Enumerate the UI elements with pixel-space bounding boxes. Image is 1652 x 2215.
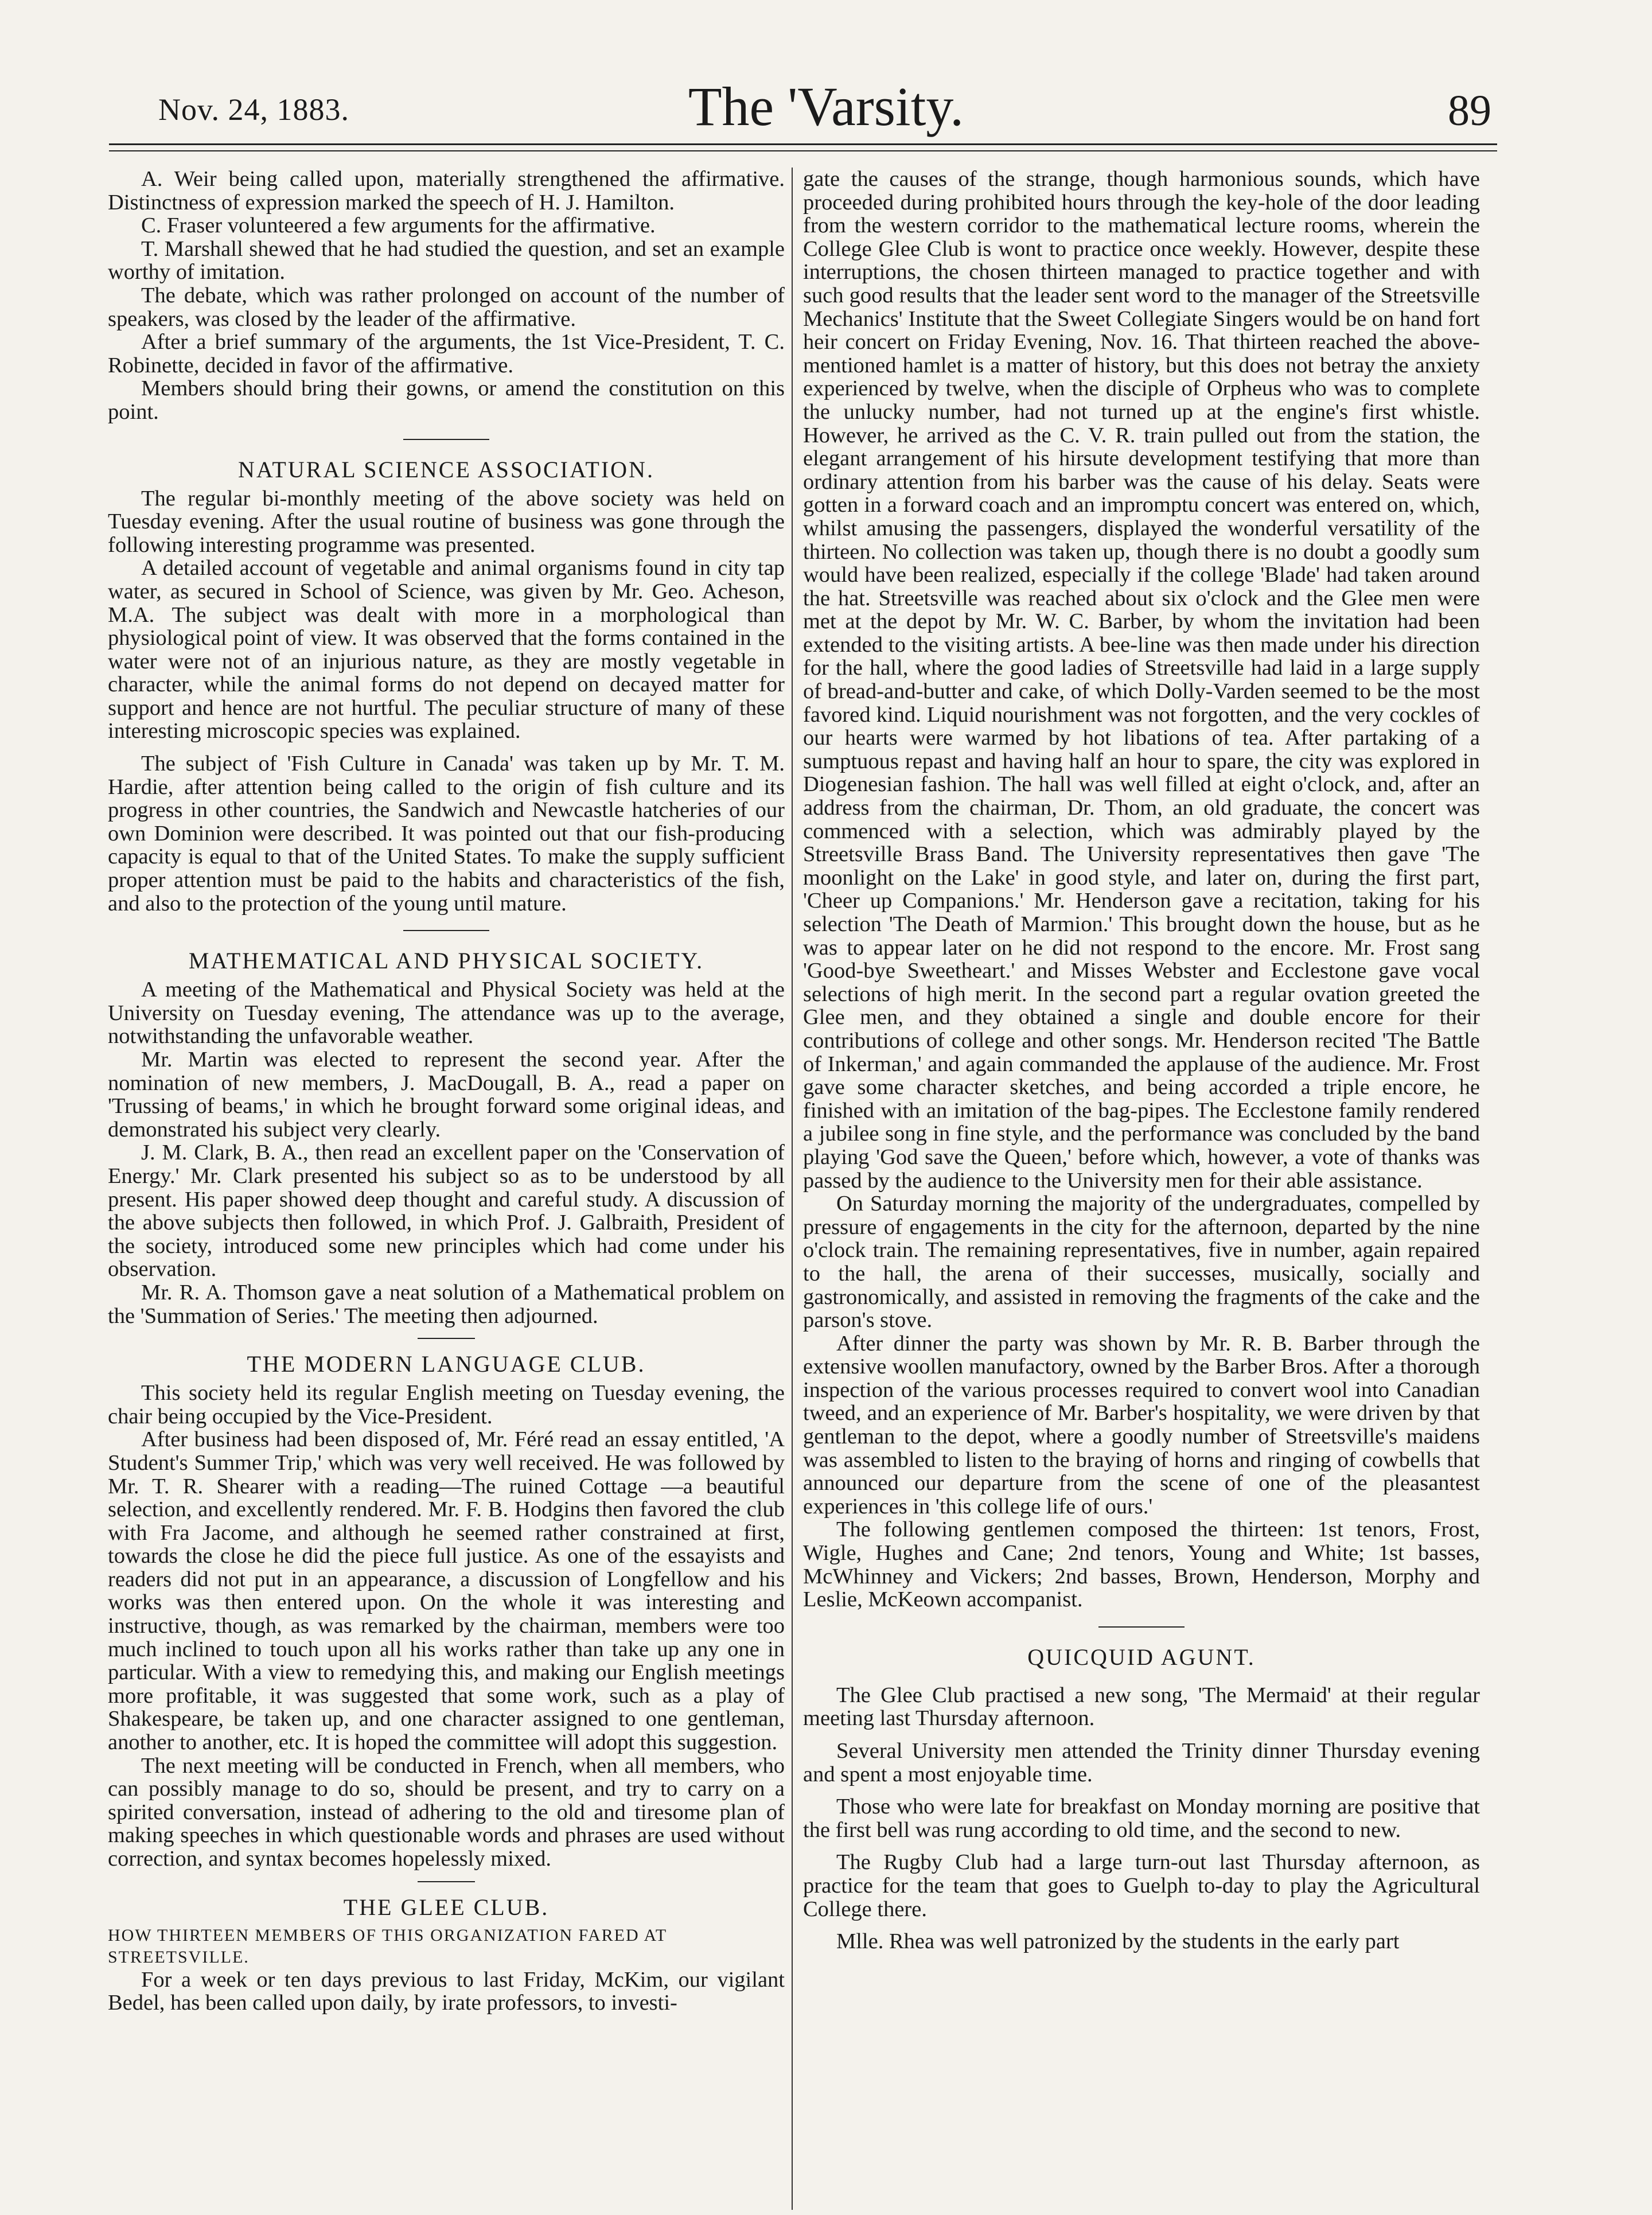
glee-club-paragraph: On Saturday morning the majority of the undergraduates, compelled by pressure of engagements in the city for the afternoon, departed by the nine o'clock train. The remaining representatives, five in number, again repaired to the hall, the arena of their successes, musically, socially and gastronomically, and assisted in removing the fragments of the cake and the parson's stove. (803, 1192, 1480, 1333)
debate-paragraph: T. Marshall shewed that he had studied the question, and set an example worthy of imitation. (108, 236, 785, 285)
quicquid-paragraph: Those who were late for breakfast on Monday morning are positive that the first bell was rung according to old time, and the second to new. (803, 1794, 1480, 1842)
page-number: 89 (1448, 87, 1491, 135)
section-divider (403, 930, 489, 931)
debate-paragraph: The debate, which was rather prolonged on account of the number of speakers, was closed by the leader of the affirmative. (108, 283, 785, 331)
section-heading-modern-language: THE MODERN LANGUAGE CLUB. (247, 1351, 646, 1377)
glee-club-paragraph: For a week or ten days previous to last Friday, McKim, our vigilant Bedel, has been called upon daily, by irate professors, to investi- (108, 1967, 785, 2015)
quicquid-paragraph: The Rugby Club had a large turn-out last Thursday afternoon, as practice for the team that goes to Guelph to-day to play the Agricultural College there. (803, 1850, 1480, 1921)
masthead (0, 75, 1652, 138)
newspaper-title: The 'Varsity. (688, 76, 964, 137)
debate-paragraph: C. Fraser volunteered a few arguments for the affirmative. (141, 213, 656, 238)
debate-paragraph: Members should bring their gowns, or amend the constitution on this point. (108, 376, 785, 424)
section-heading-glee-club: THE GLEE CLUB. (343, 1894, 550, 1920)
column-divider (792, 168, 793, 2210)
section-divider (418, 1881, 475, 1882)
section-heading-natural-science: NATURAL SCIENCE ASSOCIATION. (238, 456, 654, 482)
issue-date: Nov. 24, 1883. (158, 92, 349, 127)
header-rule-top (109, 143, 1497, 145)
section-divider (1098, 1626, 1185, 1628)
debate-paragraph: After a brief summary of the arguments, the 1st Vice-President, T. C. Robinette, decided in favor of the affirmative. (108, 330, 785, 377)
natural-science-paragraph: The subject of 'Fish Culture in Canada' was taken up by Mr. T. M. Hardie, after attention being called to the origin of fish culture and its progress in other countries, the Sandwich and Newcastle hatcheries of our own Dominion were described. It was pointed out that our fish-producing capacity is equal to that of the United States. To make the supply sufficient proper attention must be paid to the habits and characteristics of the fish, and also to the protection of the young until mature. (108, 752, 785, 916)
section-heading-math-physical: MATHEMATICAL AND PHYSICAL SOCIETY. (188, 948, 704, 974)
glee-club-paragraph: The following gentlemen composed the thirteen: 1st tenors, Frost, Wigle, Hughes and Cane; 2nd tenors, Young and White; 1st basses, McWhinney and Vickers; 2nd basses, Brown, Henderson, Morphy and Leslie, McKeown accompanist. (803, 1517, 1480, 1612)
quicquid-paragraph: The Glee Club practised a new song, 'The Mermaid' at their regular meeting last Thursday afternoon. (803, 1683, 1480, 1731)
natural-science-paragraph: The regular bi-monthly meeting of the above society was held on Tuesday evening. After the usual routine of business was gone through the following interesting programme was presented. (108, 486, 785, 557)
math-physical-paragraph: Mr. R. A. Thomson gave a neat solution of a Mathematical problem on the 'Summation of Series.' The meeting then adjourned. (108, 1280, 785, 1328)
modern-language-paragraph: After business had been disposed of, Mr. Féré read an essay entitled, 'A Student's Summer Trip,' which was very well received. He was followed by Mr. T. R. Shearer with a reading—The ruined Cottage —a beautiful selection, and excellently rendered. Mr. F. B. Hodgins then favored the club with Fra Jacome, and although he seemed rather constrained at first, towards the close he did the piece full justice. As one of the essayists and readers did not put in an appearance, a discussion of Longfellow and his works was then entered upon. On the whole it was interesting and instructive, though, as was remarked by the chairman, members were too much inclined to touch upon all his works rather than take up any one in particular. With a view to remedying this, and making our English meetings more profitable, it was suggested that some work, such as a play of Shakespeare, be taken up, and one character assigned to one gentleman, another to another, etc. It is hoped the committee will adopt this suggestion. (108, 1427, 785, 1755)
modern-language-paragraph: The next meeting will be conducted in French, when all members, who can possibly manage to do so, should be present, and try to carry on a spirited conversation, instead of adhering to the old and tiresome plan of making speeches in which questionable words and phrases are used without correction, and syntax becomes hopelessly mixed. (108, 1753, 785, 1871)
natural-science-paragraph: A detailed account of vegetable and animal organisms found in city tap water, as secured in School of Science, was given by Mr. Geo. Acheson, M.A. The subject was dealt with more in a morphological than physiological point of view. It was observed that the forms contained in the water were not of an injurious nature, as they are mostly vegetable in character, while the animal forms do not depend on decayed matter for support and hence are not hurtful. The peculiar structure of many of these interesting microscopic species was explained. (108, 556, 785, 743)
left-column (108, 168, 785, 2015)
quicquid-paragraph: Mlle. Rhea was well patronized by the students in the early part (836, 1929, 1400, 1954)
glee-club-subheading: HOW THIRTEEN MEMBERS OF THIS ORGANIZATION FARED AT STREETSVILLE. (108, 1925, 667, 1967)
glee-club-paragraph: After dinner the party was shown by Mr. R. B. Barber through the extensive woollen manufactory, owned by the Barber Bros. After a thorough inspection of the various processes required to convert wool into Canadian tweed, and an experience of Mr. Barber's hospitality, we were driven by that gentleman to the depot, where a goodly number of Streetsville's maidens was assembled to listen to the braying of horns and ringing of cowbells that announced our departure from the scene of one of the pleasantest experiences in 'this college life of ours.' (803, 1331, 1480, 1519)
section-divider (418, 1338, 475, 1339)
math-physical-paragraph: J. M. Clark, B. A., then read an excellent paper on the 'Conservation of Energy.' Mr. Clark presented his subject so as to be understood by all present. His paper showed deep thought and careful study. A discussion of the above subjects then followed, in which Prof. J. Galbraith, President of the society, introduced some new principles which had come under his observation. (108, 1140, 785, 1282)
section-divider (403, 439, 489, 440)
math-physical-paragraph: Mr. Martin was elected to represent the second year. After the nomination of new members, J. MacDougall, B. A., read a paper on 'Trussing of beams,' in which he brought forward some original ideas, and demonstrated his subject very clearly. (108, 1048, 785, 1142)
debate-paragraph: A. Weir being called upon, materially strengthened the affirmative. Distinctness of expression marked the speech of H. J. Hamilton. (108, 167, 785, 215)
header-rule-bottom (109, 150, 1497, 151)
glee-club-paragraph: gate the causes of the strange, though harmonious sounds, which have proceeded during prohibited hours through the key-hole of the door leading from the western corridor to the mathematical lecture rooms, wherein the College Glee Club is wont to practice once weekly. However, despite these interruptions, the chosen thirteen managed to practice together and with such good results that the leader sent word to the manager of the Streetsville Mechanics' Institute that the Sweet Collegiate Singers would be on hand fort heir concert on Friday Evening, Nov. 16. That thirteen reached the above-mentioned hamlet is a matter of history, but this does not betray the anxiety experienced by twelve, when the disciple of Orpheus who was to complete the unlucky number, had not turned up at the engine's first whistle. However, he arrived as the C. V. R. train pulled out from the station, the elegant arrangement of his hirsute development testifying that more than ordinary attention from his barber was the cause of his delay. Seats were gotten in a forward coach and an impromptu concert was entered on, which, whilst amusing the passengers, displayed the wonderful versatility of the thirteen. No collection was taken up, though there is no doubt a goodly sum would have been realized, especially if the college 'Blade' had taken around the hat. Streetsville was reached about six o'clock and the Glee men were met at the depot by Mr. W. C. Barber, by whom the invitation had been extended to the visiting artists. A bee-line was then made under his direction for the hall, where the good ladies of Streetsville had laid in a large supply of bread-and-butter and cake, of which Dolly-Varden seemed to be the most favored kind. Liquid nourishment was not forgotten, and the very cockles of our hearts were warmed by hot libations of tea. After partaking of a sumptuous repast and having half an hour to spare, the city was explored in Diogenesian fashion. The hall was well filled at eight o'clock, and, after an address from the chairman, Dr. Thom, an old graduate, the concert was commenced with a selection, which was admirably played by the Streetsville Brass Band. The University representatives then gave 'The moonlight on the Lake' in good style, and later on, during the first part, 'Cheer up Companions.' Mr. Henderson gave a recitation, taking for his selection 'The Death of Marmion.' This brought down the house, but as he was to appear later on he did not respond to the encore. Mr. Frost sang 'Good-bye Sweetheart.' and Misses Webster and Ecclestone gave vocal selections of high merit. In the second part a regular ovation greeted the Glee men, and they obtained a single and double encore for their contributions of college and other songs. Mr. Henderson recited 'The Battle of Inkerman,' and again commanded the applause of the audience. Mr. Frost gave some character sketches, and being accorded a triple encore, he finished with an imitation of the bag-pipes. The Ecclestone family rendered a jubilee song in fine style, and the performance was concluded by the band playing 'God save the Queen,' before which, however, a vote of thanks was passed by the audience to the University men for their able assistance. (803, 167, 1480, 1193)
math-physical-paragraph: A meeting of the Mathematical and Physical Society was held at the University on Tuesday evening, The attendance was up to the average, notwithstanding the unfavorable weather. (108, 978, 785, 1049)
right-column (803, 168, 1480, 1953)
modern-language-paragraph: This society held its regular English meeting on Tuesday evening, the chair being occupied by the Vice-President. (108, 1381, 785, 1428)
section-heading-quicquid-agunt: QUICQUID AGUNT. (1027, 1644, 1256, 1670)
quicquid-paragraph: Several University men attended the Trinity dinner Thursday evening and spent a most enjoyable time. (803, 1739, 1480, 1786)
